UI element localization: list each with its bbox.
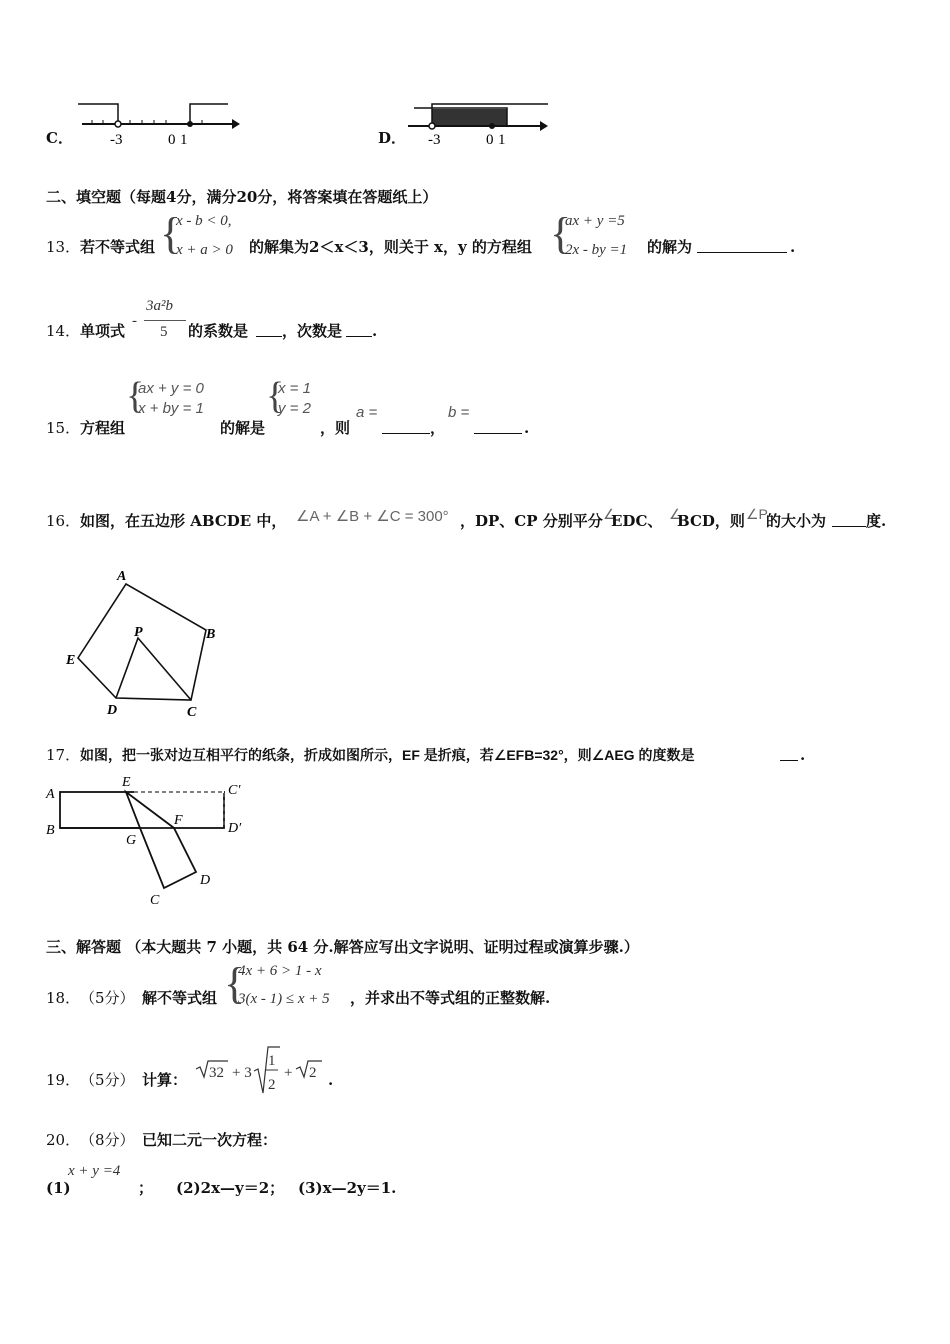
- q13-sys2-line1: ax + y =5: [565, 213, 625, 229]
- q19-plus-2: +: [284, 1065, 293, 1081]
- closed-point: [187, 121, 193, 127]
- right-ray: [190, 104, 228, 124]
- q15-brace-1: {: [126, 375, 145, 417]
- q20-score: （8分）: [80, 1131, 135, 1149]
- label-a: A: [117, 569, 127, 584]
- q15-end: .: [524, 419, 530, 437]
- q20-part2: (2)2x—y＝2；: [176, 1179, 285, 1197]
- q20-text: 已知二元一次方程：: [142, 1131, 278, 1149]
- q19-number: 19．: [46, 1071, 81, 1089]
- option-c-number-line: [72, 98, 242, 148]
- axis-arrow: [232, 119, 240, 129]
- q13-mid: 的解集为2＜x＜3，则关于 x，y 的方程组: [249, 238, 532, 256]
- q13-answer-blank[interactable]: [697, 238, 787, 253]
- q15-sys1-line1: ax + y = 0: [138, 380, 204, 397]
- q15-mid: 的解是: [220, 419, 266, 437]
- q19-radicand-2: 2: [309, 1065, 317, 1081]
- q19-end: .: [328, 1071, 334, 1089]
- q16-number: 16．: [46, 512, 81, 530]
- q13-post: 的解为: [647, 238, 693, 256]
- q16-angle-p: ∠P: [746, 506, 768, 522]
- q13-end: .: [790, 238, 796, 256]
- label-f: F: [174, 813, 183, 828]
- closed-point-left: [429, 123, 435, 129]
- q14-minus: -: [132, 313, 137, 329]
- q17-folded-strip-figure: [44, 772, 254, 912]
- q19-expression: [194, 1043, 334, 1099]
- q13-sys2-line2: 2x - by =1: [565, 242, 628, 258]
- axis-arrow: [540, 121, 548, 131]
- label-p: P: [134, 625, 143, 640]
- q17-text: 如图，把一张对边互相平行的纸条，折成如图所示，EF 是折痕，若∠EFB=32°，则∠AEG 的度数是: [80, 747, 695, 763]
- label-e: E: [66, 653, 76, 668]
- q15-sys2-line2: y = 2: [278, 400, 311, 417]
- folded-flap: [126, 792, 196, 888]
- label-d-prime: D′: [228, 821, 242, 836]
- q18-pre: 解不等式组: [142, 989, 218, 1007]
- q18-score: （5分）: [80, 989, 135, 1007]
- q19-pre: 计算：: [142, 1071, 188, 1089]
- q13-number: 13．: [46, 238, 81, 256]
- shaded-region: [432, 109, 507, 125]
- q15-comma: ，: [430, 419, 446, 437]
- label-b: B: [46, 823, 55, 838]
- q14-pre: 单项式: [80, 322, 126, 340]
- q13-sys1-line1: x - b < 0,: [176, 213, 232, 229]
- q15-brace-2: {: [266, 375, 285, 417]
- q19-score: （5分）: [80, 1071, 135, 1089]
- q17-answer-blank[interactable]: [780, 746, 798, 761]
- q19-frac-num: 1: [268, 1053, 276, 1069]
- q15-pre: 方程组: [80, 419, 126, 437]
- tick-label-0: 0: [168, 132, 176, 148]
- section3-heading: 三、解答题 （本大题共 7 小题，共 64 分.解答应写出文字说明、证明过程或演算步骤.）: [46, 938, 639, 956]
- q13-pre: 若不等式组: [80, 238, 156, 256]
- q16-text2: ，DP、CP 分别平分: [460, 512, 603, 530]
- label-c: C: [187, 705, 197, 720]
- q19-radicand-32: 32: [209, 1065, 224, 1081]
- tick-label-0: 0: [486, 132, 494, 148]
- q16-pentagon-figure: [56, 560, 246, 725]
- q14-mid: ，次数是: [282, 322, 343, 340]
- q16-text3: 的大小为: [766, 512, 827, 530]
- q17-number: 17．: [46, 746, 81, 764]
- q14-frac-num: 3a²b: [146, 298, 173, 314]
- q16-angle-2: ∠: [669, 506, 682, 522]
- option-c-label: C．: [46, 129, 73, 147]
- q18-line2: 3(x - 1) ≤ x + 5: [238, 991, 330, 1007]
- q13-sys1-line2: x + a > 0: [176, 242, 233, 258]
- option-d-label: D．: [378, 129, 407, 147]
- q16-angle-1: ∠: [603, 506, 616, 522]
- tick-label-1: 1: [180, 132, 188, 148]
- q14-post: 的系数是: [188, 322, 249, 340]
- q15-a-eq: a =: [356, 404, 378, 421]
- q14-blank-2[interactable]: [346, 322, 372, 337]
- q19-frac-den: 2: [268, 1077, 276, 1093]
- label-e: E: [122, 775, 131, 790]
- label-c-prime: C′: [228, 783, 241, 798]
- q20-semicolon: ；: [138, 1179, 154, 1197]
- q15-sys2-line1: x = 1: [278, 380, 311, 397]
- label-d: D: [200, 873, 211, 888]
- label-g: G: [126, 833, 137, 848]
- tick-label-minus3: -3: [110, 132, 123, 148]
- label-a: A: [46, 787, 55, 802]
- q16-bcd: BCD，则: [677, 512, 745, 530]
- bisector-lines: [116, 638, 191, 700]
- label-d: D: [107, 703, 118, 718]
- q13-brace-1: {: [160, 209, 182, 258]
- q18-brace: {: [224, 959, 246, 1008]
- q15-b-eq: b =: [448, 404, 470, 421]
- q15-blank-b[interactable]: [474, 419, 522, 434]
- q15-sys1-line2: x + by = 1: [138, 400, 204, 417]
- q15-then: ，则: [320, 419, 351, 437]
- q14-end: .: [372, 322, 378, 340]
- tick-label-1: 1: [498, 132, 506, 148]
- q20-part3: (3)x—2y＝1.: [298, 1179, 397, 1197]
- option-d-number-line: [402, 98, 552, 148]
- q16-text1: 如图，在五边形 ABCDE 中，: [80, 512, 287, 530]
- q14-blank-1[interactable]: [256, 322, 282, 337]
- q16-end: 度.: [866, 512, 887, 530]
- q18-number: 18．: [46, 989, 81, 1007]
- q20-part1-label: (1): [46, 1179, 71, 1197]
- q14-number: 14．: [46, 322, 81, 340]
- q16-answer-blank[interactable]: [832, 512, 866, 527]
- q15-number: 15．: [46, 419, 81, 437]
- tick-label-minus3: -3: [428, 132, 441, 148]
- q16-formula: ∠A + ∠B + ∠C = 300°: [296, 508, 449, 525]
- open-point: [115, 121, 121, 127]
- left-ray: [78, 104, 118, 124]
- q17-end: .: [800, 746, 806, 764]
- q20-number: 20．: [46, 1131, 81, 1149]
- q19-plus-3: + 3: [232, 1065, 252, 1081]
- q14-frac-den: 5: [160, 324, 168, 340]
- q15-blank-a[interactable]: [382, 419, 430, 434]
- q20-eq1: x + y =4: [68, 1163, 121, 1179]
- q16-edc: EDC、: [611, 512, 663, 530]
- label-b: B: [206, 627, 216, 642]
- q13-brace-2: {: [550, 209, 572, 258]
- point-zero: [489, 123, 495, 129]
- section2-heading: 二、填空题（每题4分，满分20分，将答案填在答题纸上）: [46, 188, 438, 206]
- q18-line1: 4x + 6 > 1 - x: [238, 963, 322, 979]
- label-c: C: [150, 893, 160, 908]
- q14-frac-bar: [144, 320, 186, 321]
- q18-post: ，并求出不等式组的正整数解.: [350, 989, 551, 1007]
